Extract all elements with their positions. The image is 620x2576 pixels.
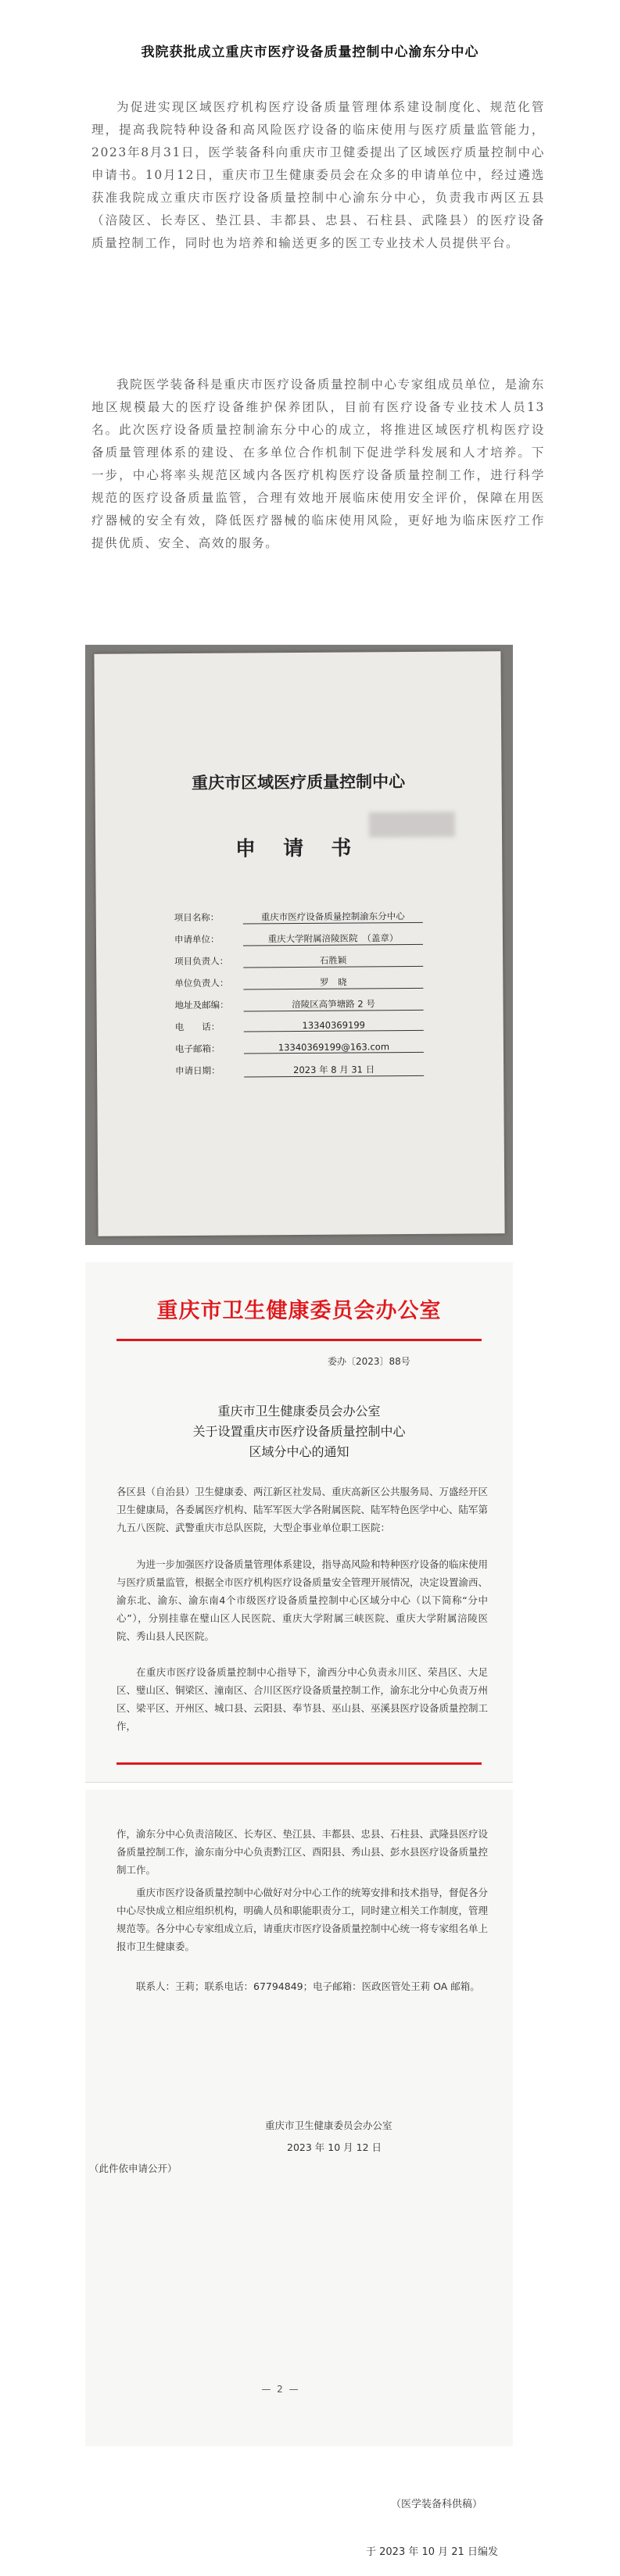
document-number: 委办〔2023〕88号	[328, 1356, 410, 1367]
form-field-label: 申请单位：	[174, 933, 220, 946]
notice-paragraph-1: 为进一步加强医疗设备质量管理体系建设，指导高风险和特种医疗设备的临床使用与医疗质量监管，根据全市医疗机构医疗设备质量安全管理开展情况，决定设置渝西、渝东北、渝东、渝东南4个市级医疗设备质量控制中心区域分中心（以下简称“分中心”），分别挂靠在璧山区人民医院、重庆大学附属三峡医院、重庆大学附属涪陵医院、秀山县人民医院。	[116, 1558, 489, 1642]
form-field-value: 重庆市医疗设备质量控制渝东分中心	[243, 910, 423, 925]
form-field-value: 13340369199@163.com	[244, 1041, 424, 1054]
notice-sign-date: 2023 年 10 月 12 日	[287, 2141, 382, 2153]
form-subtitle: 申 请 书	[235, 835, 363, 860]
article-paragraph-2: 我院医学装备科是重庆市医疗设备质量控制中心专家组成员单位，是渝东地区规模最大的医疗设备维护保养团队，目前有医疗设备专业技术人员13名。此次医疗设备质量控制渝东分中心的成立，将推进区域医疗机构医疗设备质量管理体系的建设、在多单位合作机制下促进学科发展和人才培养。下一步，中心将率头规范区域内各医疗机构医疗设备质量控制工作，进行科学规范的医疗设备质量监管，合理有效地开展临床使用安全评价，保障在用医疗器械的安全有效，降低医疗器械的临床使用风险，更好地为临床医疗工作提供优质、安全、高效的服务。	[91, 377, 545, 550]
notice-title-line-2: 关于设置重庆市医疗设备质量控制中心	[192, 1424, 406, 1439]
form-field-value: 13340369199	[244, 1019, 424, 1032]
edit-date: 于 2023 年 10 月 21 日编发	[366, 2546, 498, 2558]
page-number	[242, 2384, 320, 2395]
form-field-label: 地址及邮编：	[174, 999, 229, 1011]
form-field-project-lead	[174, 954, 347, 970]
red-divider	[116, 1339, 482, 1341]
form-field-label: 申请日期：	[175, 1064, 220, 1077]
notice-paragraph-2: 在重庆市医疗设备质量控制中心指导下，渝西分中心负责永川区、荣昌区、大足区、璧山区、铜梁区、潼南区、合川区医疗设备质量控制工作，渝东北分中心负责万州区、梁平区、开州区、城口县、云阳县、奉节县、巫山县、巫溪县医疗设备质量控制工作，	[116, 1666, 489, 1732]
notice-page-2	[85, 1790, 513, 2446]
form-title: 重庆市区域医疗质量控制中心	[191, 773, 406, 792]
form-field-phone	[174, 1019, 366, 1036]
notice-title-line-3: 区域分中心的通知	[249, 1444, 349, 1459]
notice-contact: 联系人：王莉；联系电话：67794849；电子邮箱：医政医管处王莉 OA 邮箱。	[136, 1980, 480, 1992]
form-field-applicant	[174, 932, 399, 948]
form-field-date	[175, 1064, 375, 1079]
form-field-value: 石胜颖	[243, 953, 423, 968]
page-number-text: — 2 —	[261, 2384, 300, 2395]
form-field-value: 罗 晓	[243, 975, 423, 990]
form-field-address	[174, 998, 375, 1014]
notice-paragraph-4: 重庆市医疗设备质量控制中心做好对分中心工作的统筹安排和技术指导，督促各分中心尽快成立相应组织机构，明确人员和职能职责分工，同时建立相关工作制度，管理规范等。各分中心专家组成立后，请重庆市医疗设备质量控制中心统一将专家组名单上报市卫生健康委。	[116, 1887, 489, 1952]
application-form-photo	[85, 645, 513, 1245]
application-form-sheet	[94, 651, 504, 1236]
notice-signature: 重庆市卫生健康委员会办公室	[265, 2120, 392, 2131]
form-field-label: 电 话：	[174, 1021, 220, 1033]
official-seal-stamp	[369, 812, 455, 838]
form-field-label: 单位负责人：	[174, 977, 229, 989]
notice-disclosure: （此件依申请公开）	[89, 2163, 177, 2174]
form-field-label: 电子邮箱：	[174, 1043, 220, 1055]
notice-title-line-1: 重庆市卫生健康委员会办公室	[217, 1404, 381, 1419]
form-field-value: 重庆大学附属涪陵医院 （盖章）	[243, 932, 423, 946]
form-field-label: 项目名称：	[174, 911, 220, 924]
form-field-label: 项目负责人：	[174, 955, 229, 968]
form-field-value: 2023 年 8 月 31 日	[244, 1063, 424, 1078]
notice-red-header: 重庆市卫生健康委员会办公室	[156, 1299, 442, 1322]
source-credit: （医学装备科供稿）	[391, 2499, 483, 2510]
notice-recipients: 各区县（自治县）卫生健康委、两江新区社发局、重庆高新区公共服务局、万盛经开区卫生健康局，各委属医疗机构、陆军军医大学各附属医院、陆军特色医学中心、陆军第九五八医院、武警重庆市总队医院，大型企事业单位职工医院：	[116, 1486, 489, 1533]
article-title: 我院获批成立重庆市医疗设备质量控制中心渝东分中心	[141, 45, 479, 60]
form-field-unit-head	[174, 976, 347, 992]
form-field-value: 涪陵区高笋塘路 2 号	[243, 997, 423, 1012]
red-divider-bottom	[116, 1762, 482, 1765]
notice-paragraph-3: 作，渝东分中心负责涪陵区、长寿区、垫江县、丰都县、忠县、石柱县、武隆县医疗设备质量控制工作，渝东南分中心负责黔江区、酉阳县、秀山县、彭水县医疗设备质量控制工作。	[116, 1828, 489, 1876]
form-field-project	[174, 911, 405, 926]
form-field-email	[174, 1041, 390, 1057]
notice-page-1	[85, 1262, 513, 1783]
article-paragraph-1: 为促进实现区域医疗机构医疗设备质量管理体系建设制度化、规范化管理，提高我院特种设备和高风险医疗设备的临床使用与医疗质量监管能力，2023年8月31日，医学装备科向重庆市卫健委提出了区域医疗质量控制中心申请书。10月12日，重庆市卫生健康委员会在众多的申请单位中，经过遴选获准我院成立重庆市医疗设备质量控制中心渝东分中心，负责我市两区五县（涪陵区、长寿区、垫江县、丰都县、忠县、石柱县、武隆县）的医疗设备质量控制工作，同时也为培养和输送更多的医工专业技术人员提供平台。	[91, 100, 545, 250]
